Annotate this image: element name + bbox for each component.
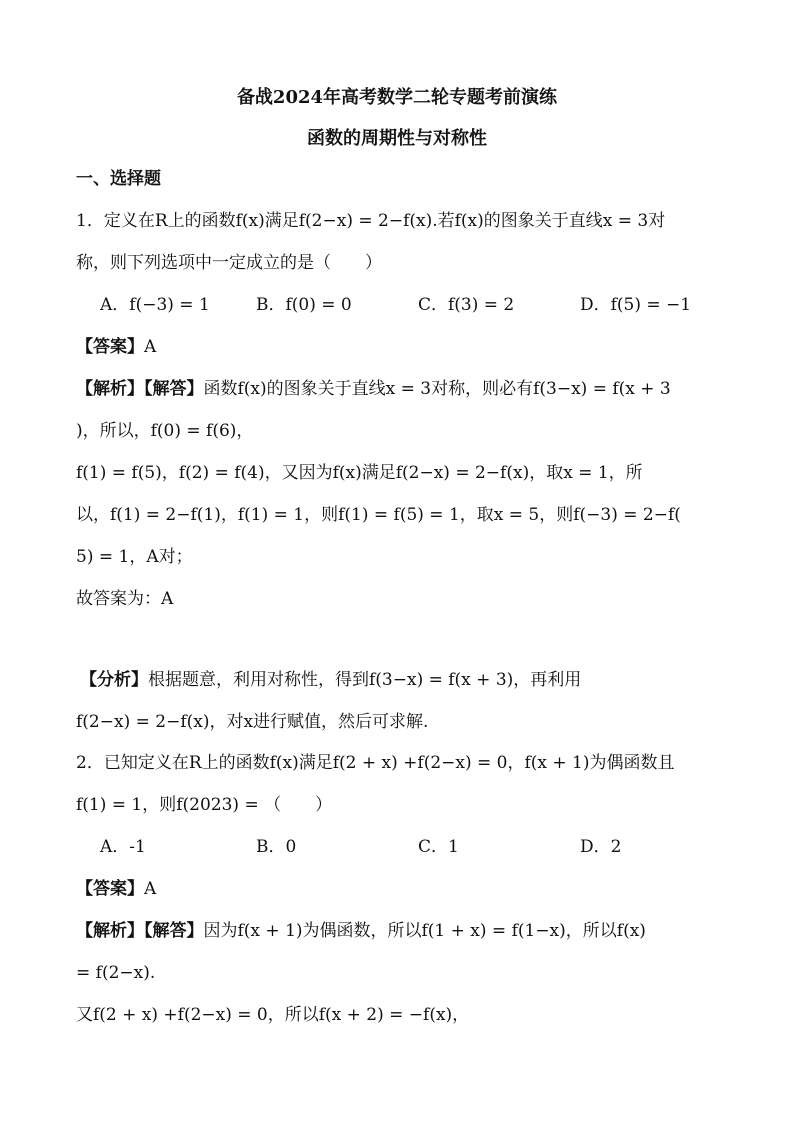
document-subtitle: 函数的周期性与对称性 xyxy=(307,128,487,149)
q1-analysis-line-2: f(2−x) = 2−f(x)，对x进行赋值，然后可求解. xyxy=(76,712,429,732)
analysis-tag: 【分析】 xyxy=(80,670,148,690)
q1-option-c: C．f(3) = 2 xyxy=(418,295,515,315)
question-2-line-2: f(1) = 1，则f(2023) = （ ） xyxy=(76,795,333,815)
q1-solution-line-5: 5) = 1，A对； xyxy=(76,547,193,567)
solution-text: 因为f(x + 1)为偶函数，所以f(1 + x) = f(1−x)，所以f(x) xyxy=(203,921,646,941)
q2-option-d: D．2 xyxy=(580,837,622,857)
q2-option-c: C．1 xyxy=(418,837,459,857)
q1-option-d: D．f(5) = −1 xyxy=(580,295,692,315)
question-2-line-1: 2．已知定义在R上的函数f(x)满足f(2 + x) +f(2−x) = 0，f(x + 1)为偶函数且 xyxy=(76,753,675,773)
document-title: 备战2024年高考数学二轮专题考前演练 xyxy=(236,87,558,108)
solution-tag: 【解析】【解答】 xyxy=(76,379,204,399)
q1-option-b: B．f(0) = 0 xyxy=(256,295,352,315)
answer-value: A xyxy=(144,879,157,899)
section-heading: 一、选择题 xyxy=(76,169,161,189)
q2-solution-line-2: = f(2−x). xyxy=(76,963,156,983)
q1-analysis-line-1 xyxy=(80,669,581,691)
answer-tag: 【答案】 xyxy=(76,879,144,899)
q1-solution-line-1 xyxy=(76,378,671,400)
question-1-line-2: 称，则下列选项中一定成立的是（ ） xyxy=(76,253,382,273)
q2-option-b: B．0 xyxy=(256,837,297,857)
analysis-text: 根据题意，利用对称性，得到f(3−x) = f(x + 3)，再利用 xyxy=(148,670,582,690)
q1-answer xyxy=(76,336,156,358)
answer-tag: 【答案】 xyxy=(76,337,144,357)
solution-text: 函数f(x)的图象关于直线x = 3对称，则必有f(3−x) = f(x + 3 xyxy=(203,379,671,399)
q2-option-a: A．-1 xyxy=(100,837,146,857)
answer-value: A xyxy=(144,337,157,357)
q1-solution-line-2: )，所以，f(0) = f(6)， xyxy=(76,421,254,441)
q2-answer xyxy=(76,878,156,900)
q1-solution-line-3: f(1) = f(5)，f(2) = f(4)，又因为f(x)满足f(2−x) = 2−f(x)，取x = 1，所 xyxy=(76,463,643,483)
question-1-line-1: 1．定义在R上的函数f(x)满足f(2−x) = 2−f(x).若f(x)的图象关于直线x = 3对 xyxy=(76,211,666,231)
q1-solution-line-6: 故答案为：A xyxy=(76,589,174,609)
q2-solution-line-1 xyxy=(76,920,646,942)
solution-tag: 【解析】【解答】 xyxy=(76,921,204,941)
q1-option-a: A．f(−3) = 1 xyxy=(100,295,210,315)
q2-solution-line-3: 又f(2 + x) +f(2−x) = 0，所以f(x + 2) = −f(x)， xyxy=(76,1005,470,1025)
q1-solution-line-4: 以，f(1) = 2−f(1)，f(1) = 1，则f(1) = f(5) = 1，取x = 5，则f(−3) = 2−f( xyxy=(76,505,681,525)
